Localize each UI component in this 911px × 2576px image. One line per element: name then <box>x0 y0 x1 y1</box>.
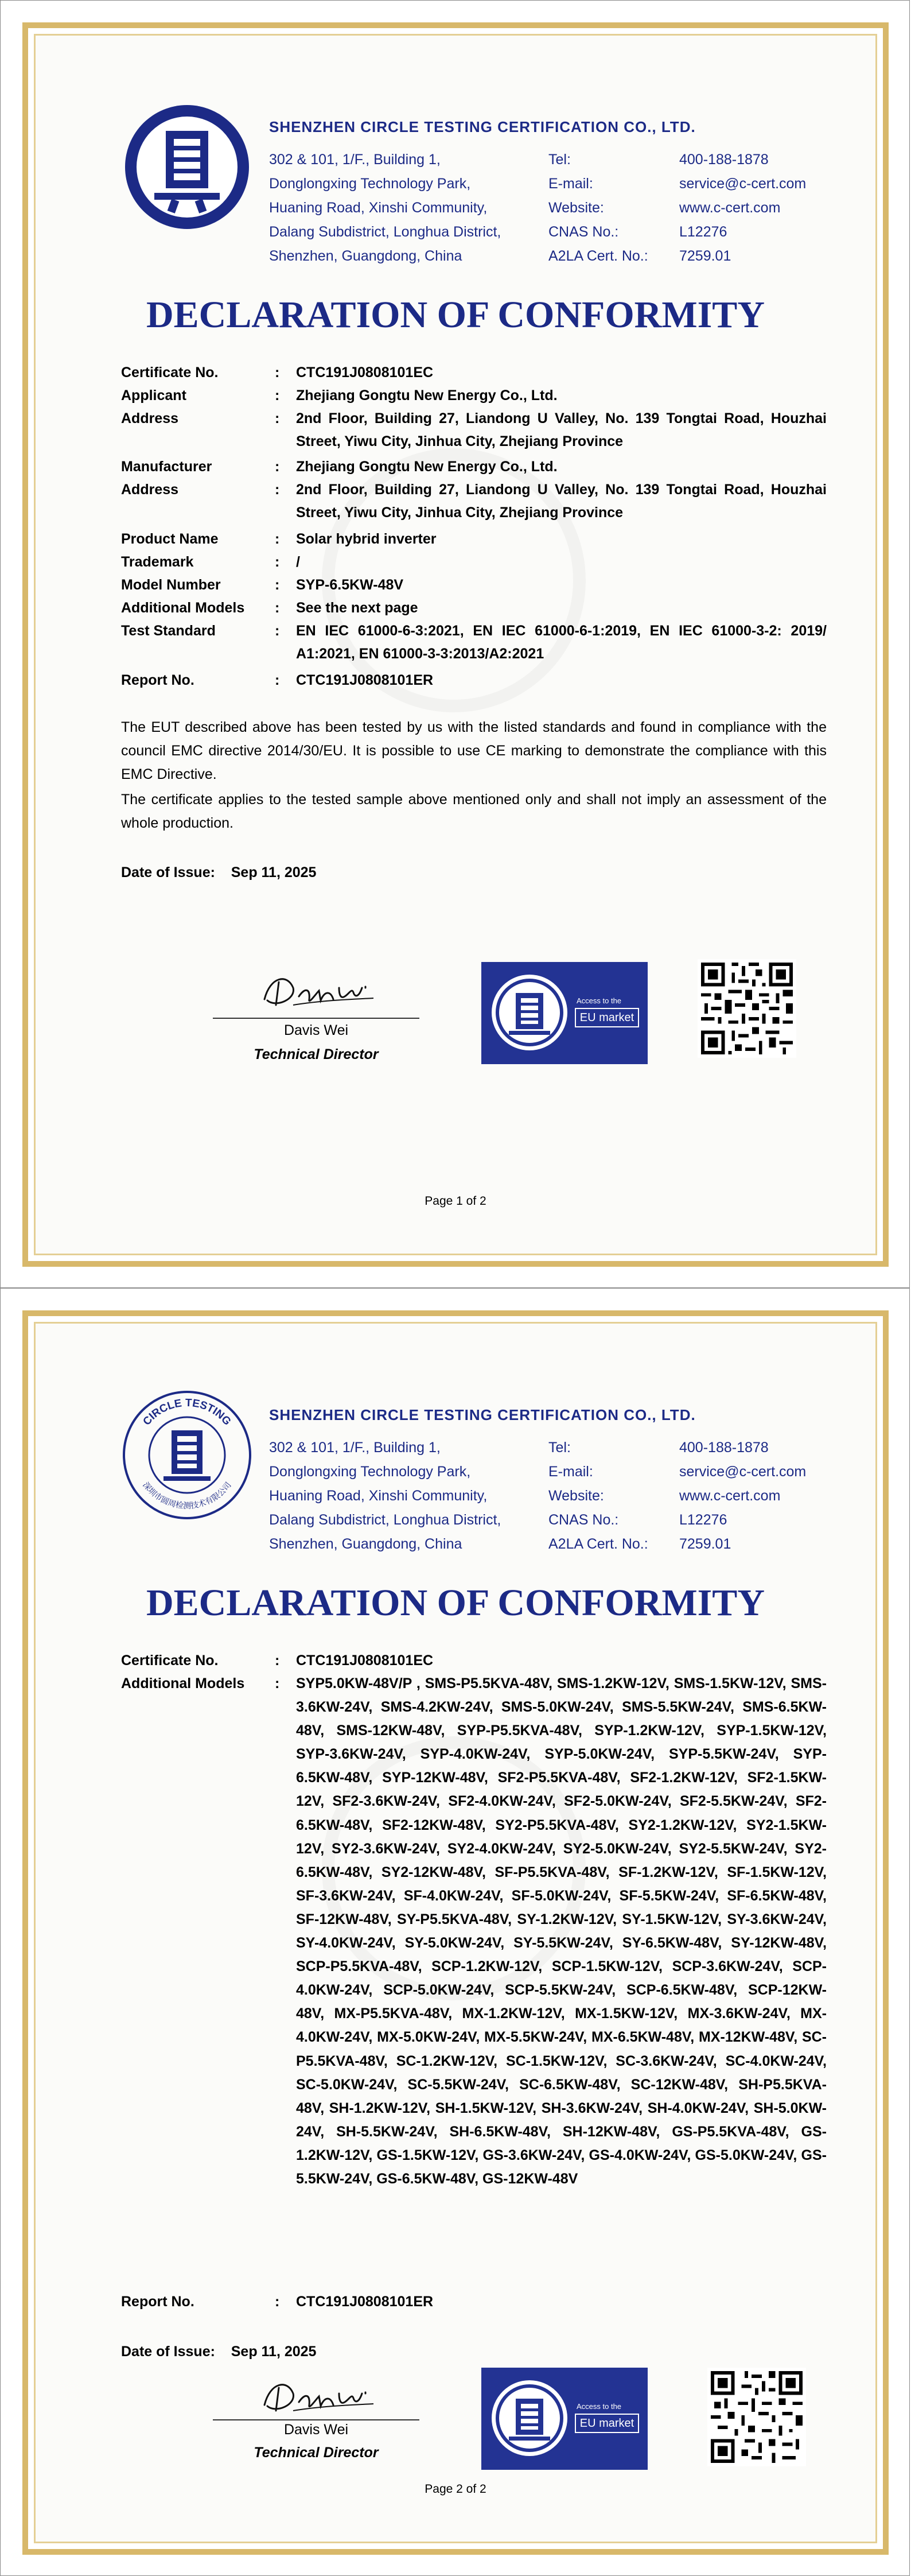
tel-value: 400-188-1878 <box>679 1440 769 1456</box>
contact-values <box>679 148 806 268</box>
compliance-statement: The EUT described above has been tested by us with the listed standards and found in compliance with the council EMC directive 2014/30/EU. It is possible to use CE marking to demonstrate the compliance with this EMC Directive. <box>121 719 827 782</box>
ctc-logo-icon <box>121 101 253 233</box>
email-link[interactable]: service@c-cert.com <box>679 176 807 192</box>
website-link[interactable]: www.c-cert.com <box>679 200 781 216</box>
qr-code-icon[interactable] <box>707 2368 806 2466</box>
email-label: E-mail: <box>548 176 593 192</box>
field-label: Additional Models <box>121 600 245 616</box>
field-value: 2nd Floor, Building 27, Liandong U Valley, No. 139 Tongtai Road, Houzhai Street, Yiwu City, Jinhua City, Zhejiang Province <box>296 410 827 449</box>
field-value: CTC191J0808101EC <box>296 364 434 381</box>
website-label: Website: <box>548 1488 604 1504</box>
field-label: Address <box>121 482 179 498</box>
certificate-page-2: CIRCLE TESTING 深圳市圆周检测技术有限公司 SHENZHEN CIRCLE TESTING CERTIFICATION CO., LTD. 302 & 101, 1/F., Building 1, Donglongxing Technology Park, Huaning Road, Xinshi Community, Dalang Subdistrict, Longhua District, Shenzhen, Guangdong, China Tel: E-mail: Website: CNAS No.: A2LA Cert. No.: 400-188-1878 service@c-cert.com www.c-cert.com L12276 7259.01 DECLARATION OF CONFORMITY Certificate No. : CTC191J0808101EC Additional Models : SYP5.0KW-48V/P , SMS-P5.5KVA-48V, SMS-1.2KW-12V, SMS-1.5KW-12V, SMS-3.6KW-24V, SMS-4.2KW-24V, SMS-5.0KW-24V, SMS-5.5KW-24V, SMS-6.5KW-48V, SMS-12KW-48V, SYP-P5.5KVA-48V, SYP-1.2KW-12V, SYP-1.5KW-12V, SYP-3.6KW-24V, SYP-4.0KW-24V, SYP-5.0KW-24V, SYP-5.5KW-24V, SYP-6.5KW-48V, SYP-12KW-48V, SF2-P5.5KVA-48V, SF2-1.2KW-12V, SF2-1.5KW-12V, SF2-3.6KW-24V, SF2-4.0KW-24V, SF2-5.0KW-24V, SF2-5.5KW-24V, SF2-6.5KW-48V, SF2-12KW-48V, SY2-P5.5KVA-48V, SY2-1.2KW-12V, SY2-1.5KW-12V, SY2-3.6KW-24V, SY2-4.0KW-24V, SY2-5.0KW-24V, SY2-5.5KW-24V, SY2-6.5KW-48V, SY2-12KW-48V, SF-P5.5KVA-48V, SF-1.2KW-12V, SF-1.5KW-12V, SF-3.6KW-24V, SF-4.0KW-24V, SF-5.0KW-24V, SF-5.5KW-24V, SF-6.5KW-48V, SF-12KW-48V, SY-P5.5KVA-48V, SY-1.2KW-12V, SY-1.5KW-12V, SY-3.6KW-24V, SY-4.0KW-24V, SY-5.0KW-24V, SY-5.5KW-24V, SY-6.5KW-48V, SY-12KW-48V, SCP-P5.5KVA-48V, SCP-1.2KW-12V, SCP-1.5KW-12V, SCP-3.6KW-24V, SCP-4.0KW-24V, SCP-5.0KW-24V, SCP-5.5KW-24V, SCP-6.5KW-48V, SCP-12KW-48V, MX-P5.5KVA-48V, MX-1.2KW-12V, MX-1.5KW-12V, MX-3.6KW-24V, MX-4.0KW-24V, MX-5.0KW-24V, MX-5.5KW-24V, MX-6.5KW-48V, MX-12KW-48V, SC-P5.5KVA-48V, SC-1.2KW-12V, SC-1.5KW-12V, SC-3.6KW-24V, SC-4.0KW-24V, SC-5.0KW-24V, SC-5.5KW-24V, SC-6.5KW-48V, SC-12KW-48V, SH-P5.5KVA-48V, SH-1.2KW-12V, SH-1.5KW-12V, SH-3.6KW-24V, SH-4.0KW-24V, SH-5.0KW-24V, SH-5.5KW-24V, SH-6.5KW-48V, SH-12KW-48V, GS-P5.5KVA-48V, GS-1.2KW-12V, GS-1.5KW-12V, GS-3.6KW-24V, GS-4.0KW-24V, GS-5.0KW-24V, GS-5.5KW-24V, GS-6.5KW-48V, GS-12KW-48V Report No. : CTC191J0808101ER Date of Issue: Sep 11, 2025 Davis Wei Technical Director Access to the EU market Page 2 of 2 <box>0 1288 910 2576</box>
document-title: DECLARATION OF CONFORMITY <box>146 1582 765 1624</box>
address-line: Huaning Road, Xinshi Community, <box>269 200 488 216</box>
tel-label: Tel: <box>548 152 571 168</box>
cnas-label: CNAS No.: <box>548 1512 619 1528</box>
field-label: Model Number <box>121 577 221 593</box>
field-label: Certificate No. <box>121 1652 219 1669</box>
cnas-value: L12276 <box>679 1512 727 1528</box>
field-label: Applicant <box>121 387 186 404</box>
address-line: Huaning Road, Xinshi Community, <box>269 1488 488 1504</box>
eu-market-badge <box>481 962 648 1064</box>
a2la-value: 7259.01 <box>679 1536 731 1552</box>
scope-statement: The certificate applies to the tested sample above mentioned only and shall not imply an assessment of the whole production. <box>121 792 827 831</box>
address-line: Dalang Subdistrict, Longhua District, <box>269 1512 501 1528</box>
signer-title: Technical Director <box>254 2445 379 2461</box>
a2la-label: A2LA Cert. No.: <box>548 1536 648 1552</box>
email-label: E-mail: <box>548 1464 593 1480</box>
signature-line <box>213 1018 419 1019</box>
field-value: / <box>296 554 300 570</box>
signer-name: Davis Wei <box>283 2422 349 2438</box>
badge-access-text: Access to the <box>577 2402 622 2411</box>
company-address <box>269 1436 501 1556</box>
field-label: Product Name <box>121 531 219 547</box>
signer-title: Technical Director <box>254 1046 379 1062</box>
cnas-value: L12276 <box>679 224 727 240</box>
date-of-issue <box>121 2344 316 2360</box>
address-line: Dalang Subdistrict, Longhua District, <box>269 224 501 240</box>
badge-access-text: Access to the <box>577 996 622 1005</box>
address-line: Donglongxing Technology Park, <box>269 176 471 192</box>
field-value: Zhejiang Gongtu New Energy Co., Ltd. <box>296 459 558 475</box>
svg-text:CIRCLE TESTING: CIRCLE TESTING <box>141 1396 233 1428</box>
field-value: 2nd Floor, Building 27, Liandong U Valley, No. 139 Tongtai Road, Houzhai Street, Yiwu City, Jinhua City, Zhejiang Province <box>296 482 827 521</box>
contact-values <box>679 1436 806 1556</box>
website-label: Website: <box>548 200 604 216</box>
ctc-badge-icon <box>489 2378 570 2458</box>
certificate-page-1: SHENZHEN CIRCLE TESTING CERTIFICATION CO., LTD. 302 & 101, 1/F., Building 1, Donglongxing Technology Park, Huaning Road, Xinshi Community, Dalang Subdistrict, Longhua District, Shenzhen, Guangdong, China Tel: E-mail: Website: CNAS No.: A2LA Cert. No.: 400-188-1878 service@c-cert.com www.c-cert.com L12276 7259.01 DECLARATION OF CONFORMITY Certificate No. : CTC191J0808101EC Applicant : Zhejiang Gongtu New Energy Co., Ltd. Address : 2nd Floor, Building 27, Liandong U Valley, No. 139 Tongtai Road, Houzhai Street, Yiwu City, Jinhua City, Zhejiang Province Manufacturer : Zhejiang Gongtu New Energy Co., Ltd. Address : 2nd Floor, Building 27, Liandong U Valley, No. 139 Tongtai Road, Houzhai Street, Yiwu City, Jinhua City, Zhejiang Province Product Name : Solar hybrid inverter Trademark : / Model Number : SYP-6.5KW-48V Additional Models : See the next page Test Standard : EN IEC 61000-6-3:2021, EN IEC 61000-6-1:2019, EN IEC 61000-3-2: 2019/ A1:2021, EN 61000-3-3:2013/A2:2021 Report No. : CTC191J0808101ER The EUT described above has been tested by us with the listed standards and found in compliance with the council EMC directive 2014/30/EU. It is possible to use CE marking to demonstrate the compliance with this EMC Directive. The certificate applies to the tested sample above mentioned only and shall not imply an assessment of the whole production. Date of Issue: Sep 11, 2025 Davis Wei Technical Director Access to the EU market Page 1 of 2 <box>0 0 910 1288</box>
field-value: EN IEC 61000-6-3:2021, EN IEC 61000-6-1:2019, EN IEC 61000-3-2: 2019/ A1:2021, EN 61000-3-3:2013/A2:2021 <box>296 623 827 662</box>
svg-text:深圳市圆周检测技术有限公司: 深圳市圆周检测技术有限公司 <box>141 1480 233 1511</box>
field-value: CTC191J0808101ER <box>296 672 434 688</box>
address-line: Donglongxing Technology Park, <box>269 1464 471 1480</box>
website-link[interactable]: www.c-cert.com <box>679 1488 781 1504</box>
date-value: Sep 11, 2025 <box>231 2344 317 2360</box>
date-of-issue <box>121 864 316 881</box>
company-name: SHENZHEN CIRCLE TESTING CERTIFICATION CO., LTD. <box>269 118 696 135</box>
company-address <box>269 148 501 268</box>
badge-eu-market: EU market <box>575 1008 639 1027</box>
date-label: Date of Issue: <box>121 2344 215 2360</box>
field-label: Report No. <box>121 672 194 688</box>
field-label: Test Standard <box>121 623 216 639</box>
a2la-label: A2LA Cert. No.: <box>548 248 648 264</box>
eu-market-badge <box>481 2368 648 2470</box>
model-list: SYP5.0KW-48V/P , SMS-P5.5KVA-48V, SMS-1.2KW-12V, SMS-1.5KW-12V, SMS-3.6KW-24V, SMS-4.2KW-24V, SMS-5.0KW-24V, SMS-5.5KW-24V, SMS-6.5KW-48V, SMS-12KW-48V, SYP-P5.5KVA-48V, SYP-1.2KW-12V, SYP-1.5KW-12V, SYP-3.6KW-24V, SYP-4.0KW-24V, SYP-5.0KW-24V, SYP-5.5KW-24V, SYP-6.5KW-48V, SYP-12KW-48V, SF2-P5.5KVA-48V, SF2-1.2KW-12V, SF2-1.5KW-12V, SF2-3.6KW-24V, SF2-4.0KW-24V, SF2-5.0KW-24V, SF2-5.5KW-24V, SF2-6.5KW-48V, SF2-12KW-48V, SY2-P5.5KVA-48V, SY2-1.2KW-12V, SY2-1.5KW-12V, SY2-3.6KW-24V, SY2-4.0KW-24V, SY2-5.0KW-24V, SY2-5.5KW-24V, SY2-6.5KW-48V, SY2-12KW-48V, SF-P5.5KVA-48V, SF-1.2KW-12V, SF-1.5KW-12V, SF-3.6KW-24V, SF-4.0KW-24V, SF-5.0KW-24V, SF-5.5KW-24V, SF-6.5KW-48V, SF-12KW-48V, SY-P5.5KVA-48V, SY-1.2KW-12V, SY-1.5KW-12V, SY-3.6KW-24V, SY-4.0KW-24V, SY-5.0KW-24V, SY-5.5KW-24V, SY-6.5KW-48V, SY-12KW-48V, SCP-P5.5KVA-48V, SCP-1.2KW-12V, SCP-1.5KW-12V, SCP-3.6KW-24V, SCP-4.0KW-24V, SCP-5.0KW-24V, SCP-5.5KW-24V, SCP-6.5KW-48V, SCP-12KW-48V, MX-P5.5KVA-48V, MX-1.2KW-12V, MX-1.5KW-12V, MX-3.6KW-24V, MX-4.0KW-24V, MX-5.0KW-24V, MX-5.5KW-24V, MX-6.5KW-48V, MX-12KW-48V, SC-P5.5KVA-48V, SC-1.2KW-12V, SC-1.5KW-12V, SC-3.6KW-24V, SC-4.0KW-24V, SC-5.0KW-24V, SC-5.5KW-24V, SC-6.5KW-48V, SC-12KW-48V, SH-P5.5KVA-48V, SH-1.2KW-12V, SH-1.5KW-12V, SH-3.6KW-24V, SH-4.0KW-24V, SH-5.0KW-24V, SH-5.5KW-24V, SH-6.5KW-48V, SH-12KW-48V, GS-P5.5KVA-48V, GS-1.2KW-12V, GS-1.5KW-12V, GS-3.6KW-24V, GS-4.0KW-24V, GS-5.0KW-24V, GS-5.5KW-24V, GS-6.5KW-48V, GS-12KW-48V <box>296 1675 827 2187</box>
field-value: CTC191J0808101EC <box>296 1652 434 1669</box>
badge-eu-market: EU market <box>575 2414 639 2433</box>
cnas-label: CNAS No.: <box>548 224 619 240</box>
address-line: Shenzhen, Guangdong, China <box>269 248 462 264</box>
contact-labels <box>548 148 648 268</box>
field-value: See the next page <box>296 600 418 616</box>
email-link[interactable]: service@c-cert.com <box>679 1464 807 1480</box>
field-value: SYP-6.5KW-48V <box>296 577 404 593</box>
field-label: Trademark <box>121 554 194 570</box>
date-label: Date of Issue: <box>121 864 215 880</box>
signer-name: Davis Wei <box>283 1022 349 1038</box>
signature-image <box>253 2371 379 2422</box>
address-line: Shenzhen, Guangdong, China <box>269 1536 462 1552</box>
tel-value: 400-188-1878 <box>679 152 769 168</box>
field-value: Solar hybrid inverter <box>296 531 437 547</box>
signature-image <box>253 965 379 1017</box>
address-line: 302 & 101, 1/F., Building 1, <box>269 152 441 168</box>
field-label: Manufacturer <box>121 459 212 475</box>
contact-labels <box>548 1436 648 1556</box>
a2la-value: 7259.01 <box>679 248 731 264</box>
signature-line <box>213 2419 419 2420</box>
field-label: Address <box>121 410 179 426</box>
field-value: CTC191J0808101ER <box>296 2294 434 2310</box>
page-number: Page 1 of 2 <box>425 1194 486 1208</box>
field-value: Zhejiang Gongtu New Energy Co., Ltd. <box>296 387 558 404</box>
company-name: SHENZHEN CIRCLE TESTING CERTIFICATION CO., LTD. <box>269 1406 696 1423</box>
field-label: Additional Models <box>121 1675 245 1692</box>
document-title: DECLARATION OF CONFORMITY <box>146 294 765 336</box>
page-number: Page 2 of 2 <box>425 2482 486 2496</box>
qr-code-icon[interactable] <box>698 959 796 1058</box>
date-value: Sep 11, 2025 <box>231 864 317 880</box>
circle-testing-seal-icon <box>121 1389 253 1521</box>
address-line: 302 & 101, 1/F., Building 1, <box>269 1440 441 1456</box>
tel-label: Tel: <box>548 1440 571 1456</box>
ctc-badge-icon <box>489 972 570 1053</box>
field-label: Report No. <box>121 2294 194 2310</box>
field-label: Certificate No. <box>121 364 219 381</box>
